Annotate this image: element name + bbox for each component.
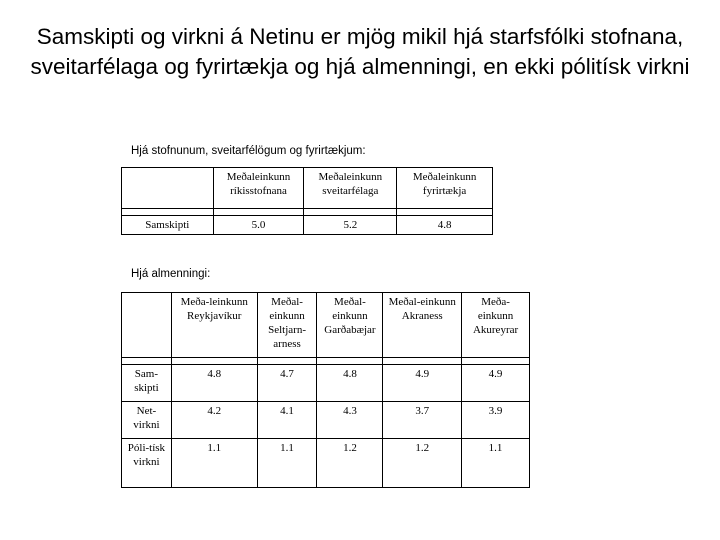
table-row [122,439,530,488]
column-header: Meðaleinkunn fyrirtækja [397,168,493,209]
public-table [121,292,530,488]
cell-value: 4.8 [171,365,257,402]
cell-value: 4.2 [171,402,257,439]
cell-value: 4.9 [383,365,462,402]
cell-value: 1.1 [171,439,257,488]
header-row [122,293,530,358]
section2-label: Hjá almenningi: [131,268,211,280]
cell-value: 4.8 [397,216,493,235]
cell-value: 4.8 [317,365,383,402]
cell-value: 1.2 [317,439,383,488]
row-label: Samskipti [122,216,214,235]
spacer-row [122,209,493,216]
header-row [122,168,493,209]
spacer-row [122,358,530,365]
cell-value: 4.1 [257,402,317,439]
cell-value: 3.9 [462,402,530,439]
column-header: Meðal-einkunn Seltjarn-arness [257,293,317,358]
column-header: Meðaleinkunn sveitarfélaga [304,168,397,209]
table-row [122,365,530,402]
cell-value: 3.7 [383,402,462,439]
row-label: Sam-skipti [122,365,172,402]
section1-label: Hjá stofnunum, sveitarfélögum og fyrirtækjum: [131,145,366,157]
cell-value: 1.1 [257,439,317,488]
row-label: Póli-tísk virkni [122,439,172,488]
table-row [122,402,530,439]
column-header: Meða-leinkunn Reykjavíkur [171,293,257,358]
cell-value: 4.9 [462,365,530,402]
column-header: Meðal-einkunn Garðabæjar [317,293,383,358]
cell-value: 4.3 [317,402,383,439]
column-header: Meðaleinkunn ríkisstofnana [213,168,304,209]
cell-value: 5.2 [304,216,397,235]
cell-value: 4.7 [257,365,317,402]
cell-value: 1.2 [383,439,462,488]
table-row [122,216,493,235]
column-header: Meða-einkunn Akureyrar [462,293,530,358]
organizations-table [121,167,493,235]
slide-title: Samskipti og virkni á Netinu er mjög mikil hjá starfsfólki stofnana, sveitarfélaga og fyrirtækja og hjá almenningi, en ekki pólitísk virkni [30,24,690,79]
cell-value: 5.0 [213,216,304,235]
corner-cell [122,168,214,209]
row-label: Net-virkni [122,402,172,439]
corner-cell [122,293,172,358]
cell-value: 1.1 [462,439,530,488]
column-header: Meðal-einkunn Akraness [383,293,462,358]
